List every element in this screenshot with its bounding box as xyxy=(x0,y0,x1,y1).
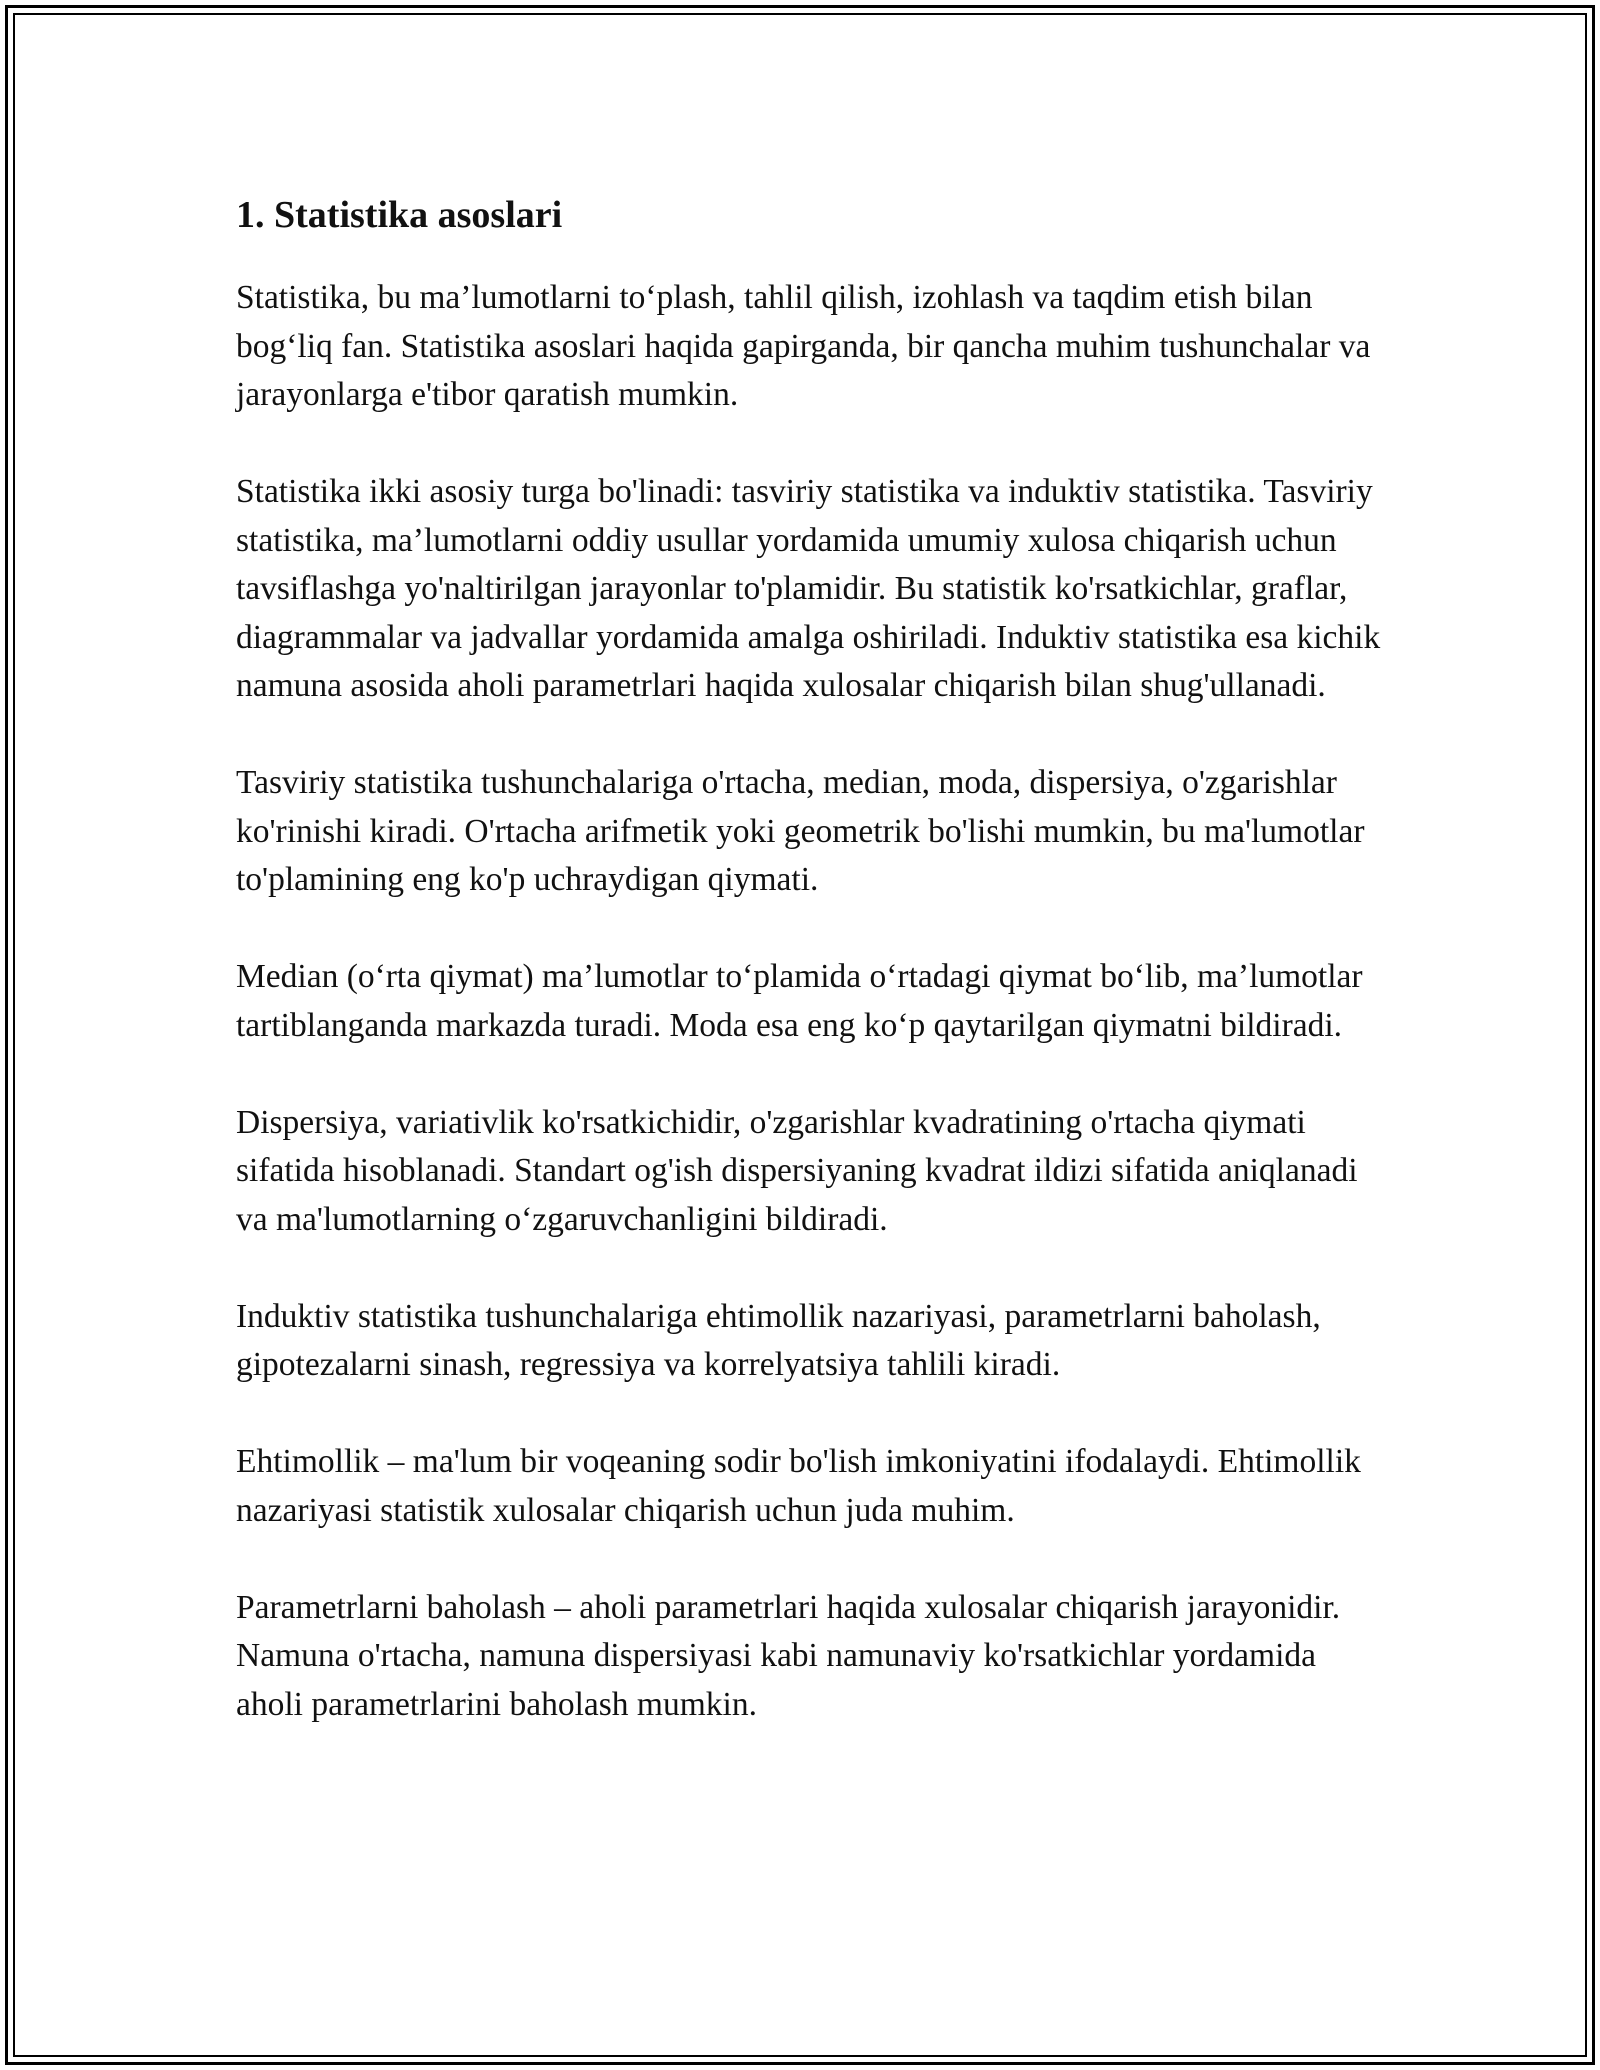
paragraph-inductive-concepts: Induktiv statistika tushunchalariga ehtimollik nazariyasi, parametrlarni baholash, gipotezalarni sinash, regressiya va korrelyatsiya tahlili kiradi. xyxy=(236,1297,1321,1383)
paragraph-median-mode: Median (o‘rta qiymat) ma’lumotlar to‘plamida o‘rtadagi qiymat bo‘lib, ma’lumotlar tartiblanganda markazda turadi. Moda esa eng ko‘p qaytarilgan qiymatni bildiradi. xyxy=(236,958,1363,1044)
paragraph-statistics-types: Statistika ikki asosiy turga bo'linadi: tasviriy statistika va induktiv statistika. Tasviriy statistika, ma’lumotlarni oddiy usullar yordamida umumiy xulosa chiqarish uchun tavsiflashga yo'naltirilgan jarayonlar to'plamidir. Bu statistik ko'rsatkichlar, graflar, diagrammalar va jadvallar yordamida amalga oshiriladi. Induktiv statistika esa kichik namuna asosida aholi parametrlari haqida xulosalar chiqarish bilan shug'ullanadi. xyxy=(236,473,1381,704)
paragraph-parameter-estimation: Parametrlarni baholash – aholi parametrlari haqida xulosalar chiqarish jarayonidir. Namuna o'rtacha, namuna dispersiyasi kabi namunaviy ko'rsatkichlar yordamida aholi parametrlarini baholash mumkin. xyxy=(236,1588,1341,1723)
paragraph-probability: Ehtimollik – ma'lum bir voqeaning sodir bo'lish imkoniyatini ifodalaydi. Ehtimollik nazariyasi statistik xulosalar chiqarish uchun juda muhim. xyxy=(236,1443,1361,1529)
section-heading: 1. Statistika asoslari xyxy=(236,194,563,236)
document-body xyxy=(236,188,1386,1778)
paragraph-descriptive-concepts: Tasviriy statistika tushunchalariga o'rtacha, median, moda, dispersiya, o'zgarishlar ko'rinishi kiradi. O'rtacha arifmetik yoki geometrik bo'lishi mumkin, bu ma'lumotlar to'plamining eng ko'p uchraydigan qiymati. xyxy=(236,764,1365,898)
paragraph-statistics-definition: Statistika, bu ma’lumotlarni to‘plash, tahlil qilish, izohlash va taqdim etish bilan bog‘liq fan. Statistika asoslari haqida gapirganda, bir qancha muhim tushunchalar va jarayonlarga e'tibor qaratish mumkin. xyxy=(236,279,1371,413)
paragraph-dispersion: Dispersiya, variativlik ko'rsatkichidir, o'zgarishlar kvadratining o'rtacha qiymati sifatida hisoblanadi. Standart og'ish dispersiyaning kvadrat ildizi sifatida aniqlanadi va ma'lumotlarning o‘zgaruvchanligini bildiradi. xyxy=(236,1103,1358,1238)
